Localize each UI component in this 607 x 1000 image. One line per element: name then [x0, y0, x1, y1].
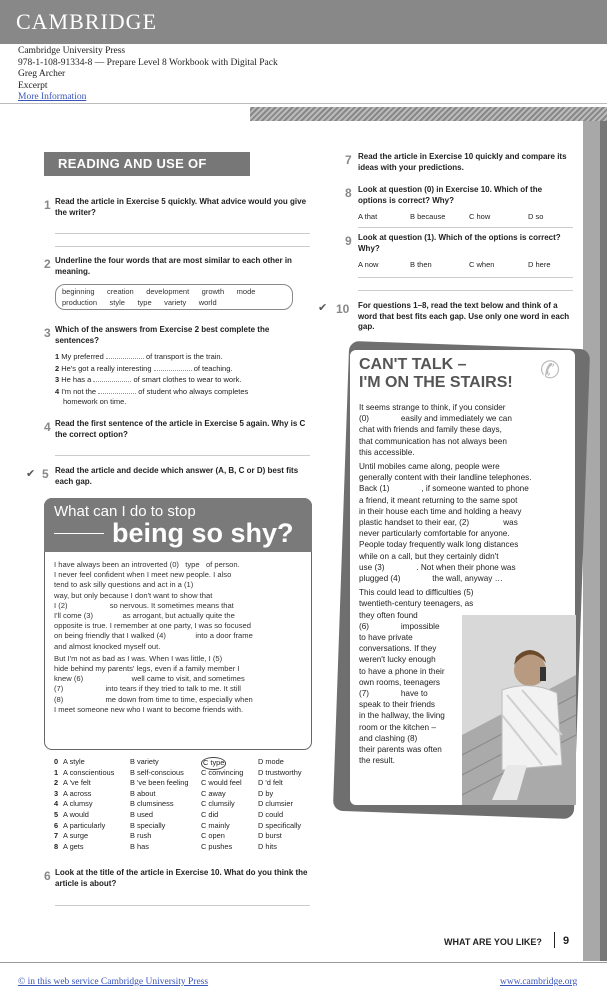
- phone-icon: ✆: [540, 357, 561, 384]
- option[interactable]: D mode: [258, 757, 284, 766]
- option[interactable]: A conscientious: [63, 767, 115, 777]
- text-line: to have private: [359, 633, 413, 643]
- text-line: weren't lucky enough: [359, 655, 436, 665]
- text-line: I (2) so nervous. It sometimes means that: [54, 600, 234, 610]
- option-row: 7 A surge B rush C open D burst: [54, 831, 282, 841]
- option[interactable]: D specifically: [258, 820, 302, 830]
- question-5-text: Read the article and decide which answer (A, B, C or D) best fits each gap.: [55, 466, 299, 486]
- list-item: 3 He has a of smart clothes to wear to work.: [55, 375, 242, 384]
- question-2-text: Underline the four words that are most similar to each other in meaning.: [55, 256, 292, 276]
- question-number-10: 10: [336, 302, 350, 316]
- text-line: in their house each time and holding a heavy: [359, 506, 522, 516]
- text-line: while on a call, but they certainly didn't: [359, 551, 499, 561]
- more-information-link[interactable]: More Information: [18, 92, 87, 102]
- option[interactable]: D could: [258, 809, 284, 819]
- answer-options-table: [54, 757, 319, 852]
- option[interactable]: B has: [130, 841, 149, 851]
- q8-option-a[interactable]: A that: [358, 212, 378, 221]
- text-line: generally content with their landline telephones.: [359, 473, 532, 483]
- text-line: speak to their friends: [359, 700, 436, 710]
- divider: [554, 932, 555, 948]
- text-line: never particularly comfortable for anyone.: [359, 529, 510, 539]
- text-line: on being friendly that I walked (4) into a door frame: [54, 631, 253, 641]
- footer-divider: [0, 962, 607, 963]
- text-line: tend to ask silly questions and act in a (1): [54, 580, 194, 590]
- option[interactable]: B specially: [130, 820, 166, 830]
- question-6-text: Look at the title of the article in Exercise 10. What do you think the article is about?: [55, 868, 308, 888]
- text-line: use (3) . Not when their phone was: [359, 562, 516, 572]
- answer-line[interactable]: [358, 227, 573, 228]
- answer-line[interactable]: [358, 290, 573, 291]
- option[interactable]: B about: [130, 788, 156, 798]
- question-4-text: Read the first sentence of the article in Exercise 5 again. Why is C the correct option?: [55, 419, 306, 439]
- option[interactable]: A gets: [63, 841, 84, 851]
- option[interactable]: C did: [201, 809, 219, 819]
- option[interactable]: B self-conscious: [130, 767, 184, 777]
- question-number-5: 5: [42, 467, 49, 481]
- option[interactable]: A 've felt: [63, 778, 91, 788]
- option[interactable]: C would feel: [201, 778, 242, 788]
- word-box-line: beginning creation development growth mode: [62, 287, 256, 296]
- text-line: this accessible.: [359, 447, 415, 457]
- question-1-text: Read the article in Exercise 5 quickly. What advice would you give the writer?: [55, 197, 307, 217]
- copyright-link[interactable]: © in this web service Cambridge University Press: [18, 977, 209, 987]
- answer-line[interactable]: [55, 246, 310, 247]
- text-line: (7) into tears if they tried to talk to me. It still: [54, 684, 241, 694]
- website-link[interactable]: www.cambridge.org: [500, 977, 578, 987]
- option-row: 2 A 've felt B 've been feeling C would feel D 'd felt: [54, 778, 283, 788]
- option[interactable]: A would: [63, 809, 89, 819]
- question-number-9: 9: [345, 234, 352, 248]
- gap-blank[interactable]: [154, 363, 192, 371]
- option[interactable]: D hits: [258, 841, 277, 851]
- question-3-items: [55, 351, 315, 408]
- text-line: and clashing (8): [359, 733, 418, 743]
- option-row: 3 A across B about C away D by: [54, 788, 274, 798]
- text-line: to have a phone in their: [359, 666, 445, 676]
- list-item-cont: homework on time.: [63, 397, 127, 406]
- option-row: 1 A conscientious B self-conscious C convincing D trustworthy: [54, 767, 302, 777]
- option[interactable]: B used: [130, 809, 154, 819]
- option[interactable]: A across: [63, 788, 92, 798]
- text-line: the result.: [359, 756, 395, 766]
- text-line: knew (6) well came to visit, and sometimes: [54, 674, 245, 684]
- list-item: 2 He's got a really interesting of teaching.: [55, 363, 233, 373]
- article-shy-title-line1: What can I do to stop: [54, 503, 196, 520]
- text-line: and almost knocked myself out.: [54, 641, 161, 651]
- text-line: (8) me down from time to time, especially when: [54, 694, 253, 704]
- text-line: own rooms, teenagers: [359, 677, 441, 687]
- meta-publisher: Cambridge University Press: [18, 46, 126, 56]
- text-line: plugged (4) the wall, anyway …: [359, 574, 503, 584]
- gap-blank[interactable]: [98, 386, 136, 394]
- title-line: CAN'T TALK –: [359, 356, 467, 373]
- answer-line[interactable]: [55, 233, 310, 234]
- text-line: their parents was often: [359, 745, 442, 755]
- title-dash: [54, 533, 104, 534]
- text-line: I never feel confident when I meet new people. I also: [54, 570, 232, 580]
- option[interactable]: B clumsiness: [130, 799, 174, 809]
- text-line: But I'm not as bad as I was. When I was little, I (5): [54, 653, 223, 663]
- text-line: conversations. If they: [359, 644, 437, 654]
- question-10-text: For questions 1–8, read the text below and think of a word that best fits each gap. Use only one word in each gap.: [358, 301, 570, 331]
- text-line: opposite is true. I remember at one party, I was so focused: [54, 621, 251, 631]
- question-3-text: Which of the answers from Exercise 2 best complete the sentences?: [55, 325, 270, 345]
- page-section-title: WHAT ARE YOU LIKE?: [444, 937, 542, 947]
- question-number-3: 3: [44, 326, 51, 340]
- gap-blank[interactable]: [106, 351, 144, 359]
- option[interactable]: B rush: [130, 831, 152, 841]
- option[interactable]: B 've been feeling: [130, 778, 189, 788]
- meta-isbn: 978-1-108-91334-8 — Prepare Level 8 Workbook with Digital Pack: [18, 57, 278, 68]
- answer-line[interactable]: [55, 455, 310, 456]
- meta-excerpt: Excerpt: [18, 80, 48, 91]
- list-item: 1 My preferred of transport is the train.: [55, 352, 223, 361]
- question-9-text: Look at question (1). Which of the options is correct? Why?: [358, 233, 561, 253]
- option[interactable]: A particularly: [63, 820, 106, 830]
- word-box: [55, 284, 293, 310]
- meta-author: Greg Archer: [18, 69, 66, 79]
- stripe-mask: [0, 107, 250, 121]
- divider: [0, 103, 607, 104]
- article-shy-title-line2: being so shy?: [112, 518, 294, 548]
- option-selected[interactable]: C type: [201, 757, 226, 770]
- q9-option-c[interactable]: C when: [469, 260, 495, 269]
- text-line: hide behind my parents' legs, even if a family member I: [54, 664, 240, 674]
- option[interactable]: D 'd felt: [258, 778, 283, 788]
- q9-option-d[interactable]: D here: [528, 260, 551, 269]
- answer-line[interactable]: [358, 277, 573, 278]
- option[interactable]: D burst: [258, 831, 282, 841]
- article-stairs-title: [359, 356, 513, 392]
- text-line: It seems strange to think, if you consider: [359, 403, 506, 412]
- q8-option-d[interactable]: D so: [528, 212, 544, 221]
- question-number-2: 2: [44, 257, 51, 271]
- option-row: 6 A particularly B specially C mainly D specifically: [54, 820, 302, 830]
- option[interactable]: A style: [63, 757, 85, 766]
- text-line: they often found: [359, 610, 418, 620]
- text-line: I meet someone new who I want to become friends with.: [54, 704, 244, 714]
- option[interactable]: C away: [201, 788, 226, 798]
- q8-option-c[interactable]: C how: [469, 212, 491, 221]
- text-line: (7) have to: [359, 689, 428, 699]
- answer-line[interactable]: [55, 905, 310, 906]
- gap-blank[interactable]: [93, 374, 131, 382]
- option[interactable]: C pushes: [201, 841, 233, 851]
- question-number-8: 8: [345, 186, 352, 200]
- word-box-line: production style type variety world: [62, 297, 217, 307]
- q9-option-a[interactable]: A now: [358, 260, 379, 269]
- question-number-7: 7: [345, 153, 352, 167]
- option[interactable]: D trustworthy: [258, 767, 302, 777]
- option[interactable]: B variety: [130, 757, 159, 766]
- question-number-6: 6: [44, 869, 51, 883]
- question-number-4: 4: [44, 420, 51, 434]
- article-stairs-body: [359, 402, 574, 770]
- option-row: 8 A gets B has C pushes D hits: [54, 841, 277, 851]
- text-line: This could lead to difficulties (5): [359, 588, 474, 598]
- option[interactable]: C mainly: [201, 820, 230, 830]
- question-8-text: Look at question (0) in Exercise 10. Which of the options is correct? Why?: [358, 185, 543, 205]
- question-7-text: Read the article in Exercise 10 quickly and compare its ideas with your predictions.: [358, 152, 567, 172]
- q8-option-b[interactable]: B because: [410, 212, 446, 221]
- text-line: room or the kitchen –: [359, 722, 436, 732]
- text-line: chat with friends and family these days,: [359, 425, 502, 435]
- text-line: that communication has not always been: [359, 436, 507, 446]
- page-number: 9: [563, 935, 570, 947]
- title-line: I'M ON THE STAIRS!: [359, 374, 513, 391]
- option[interactable]: A clumsy: [63, 799, 93, 809]
- text-line: I'll come (3) as arrogant, but actually quite the: [54, 611, 235, 621]
- option[interactable]: C convincing: [201, 767, 244, 777]
- option-row: 0 A style B variety C type D mode: [54, 757, 319, 768]
- text-line: (6) impossible: [359, 621, 440, 631]
- text-line: Until mobiles came along, people were: [359, 462, 500, 472]
- checkmark-icon: ✔: [318, 302, 328, 314]
- q9-option-b[interactable]: B then: [410, 260, 432, 269]
- text-line: I have always been an introverted (0) type of person.: [54, 560, 240, 569]
- checkmark-icon: ✔: [26, 468, 36, 480]
- page-edge-bar-dark: [600, 121, 607, 961]
- book-meta: [18, 46, 278, 104]
- brand-logo: CAMBRIDGE: [16, 9, 158, 34]
- text-line: Back (1) , if someone wanted to phone: [359, 484, 529, 494]
- text-line: People today frequently walk long distances: [359, 540, 519, 550]
- text-line: way, but only because I don't want to show that: [54, 590, 213, 600]
- option[interactable]: D clumsier: [258, 799, 293, 809]
- text-line: plastic handset to their ear, (2) was: [359, 518, 518, 528]
- list-item: 4 I'm not the of student who always completes: [55, 386, 249, 396]
- question-number-1: 1: [44, 198, 51, 212]
- text-line: twentieth-century teenagers, as: [359, 599, 474, 609]
- option[interactable]: C open: [201, 831, 225, 841]
- option-row: 4 A clumsy B clumsiness C clumsily D clumsier: [54, 799, 293, 809]
- text-line: in the hallway, the living: [359, 711, 445, 721]
- section-title: READING AND USE OF ENGLISH: [44, 152, 250, 176]
- text-line: a friend, it meant returning to the same spot: [359, 495, 518, 505]
- text-line: (0) easily and immediately we can: [359, 414, 512, 424]
- option[interactable]: D by: [258, 788, 274, 798]
- option[interactable]: A surge: [63, 831, 89, 841]
- option[interactable]: C clumsily: [201, 799, 235, 809]
- article-shy-body: [54, 560, 306, 717]
- option-row: 5 A would B used C did D could: [54, 809, 284, 819]
